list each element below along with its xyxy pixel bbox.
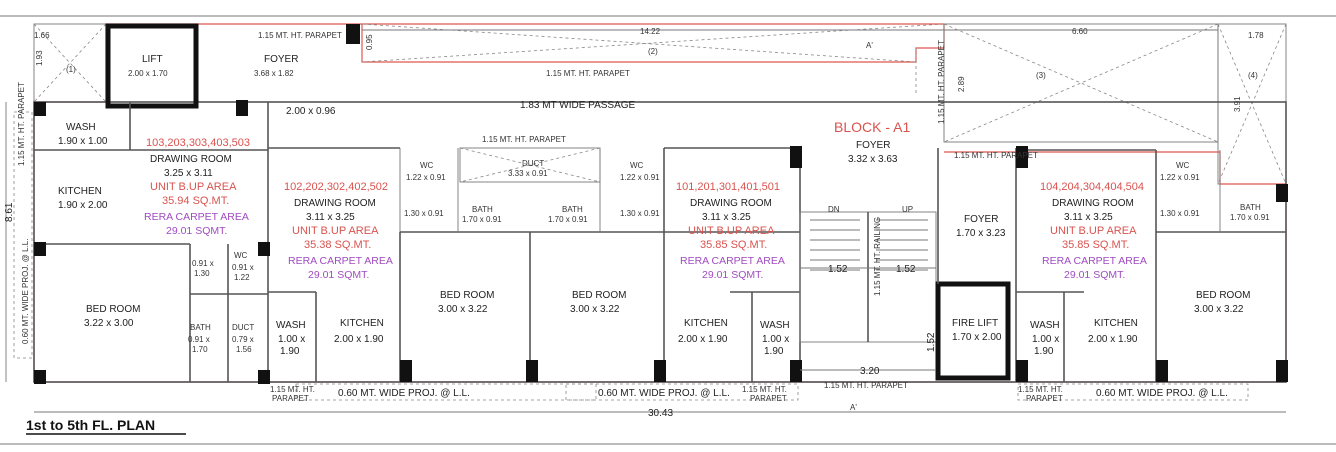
dim-095: 0.95 xyxy=(365,34,374,50)
unit-b-kitchen-size: 2.00 x 1.90 xyxy=(334,334,384,345)
unit-c-number: 101,201,301,401,501 xyxy=(676,181,780,193)
unit-b-bath-size: 1.70 x 0.91 xyxy=(462,215,502,224)
lift-label: LIFT xyxy=(142,54,163,65)
unit-a-wash: WASH xyxy=(66,122,96,133)
unit-d-drawing: DRAWING ROOM xyxy=(1052,198,1134,209)
unit-b-drawing-size: 3.11 x 3.25 xyxy=(306,212,355,223)
dim-corner-left: 1.66 xyxy=(34,31,50,40)
unit-d-bath-size: 1.70 x 0.91 xyxy=(1230,213,1270,222)
unit-c-rera-label: RERA CARPET AREA xyxy=(680,255,785,267)
unit-b-bed-size: 3.00 x 3.22 xyxy=(438,304,488,315)
unit-a-duct-size: 0.79 x xyxy=(232,335,254,344)
unit-a-duct: DUCT xyxy=(232,323,255,332)
foyer-block-label: FOYER xyxy=(856,140,891,151)
section-marker-top: A' xyxy=(866,41,873,50)
unit-c-drawing: DRAWING ROOM xyxy=(690,198,772,209)
unit-a-drawing-size: 3.25 x 3.11 xyxy=(164,168,213,179)
unit-a-number: 103,203,303,403,503 xyxy=(146,137,250,149)
lift-shaft xyxy=(108,26,196,106)
dim-stair-152c: 1.52 xyxy=(926,332,937,352)
column xyxy=(34,102,46,116)
proj-bottom-2: 0.60 MT. WIDE PROJ. @ L.L. xyxy=(598,388,730,399)
unit-a-wash-size: 1.90 x 1.00 xyxy=(58,136,108,147)
parapet-top-mid: 1.15 MT. HT. PARAPET xyxy=(546,69,630,78)
parapet-bl-1: 1.15 MT. HT. xyxy=(270,385,315,394)
column xyxy=(34,370,46,384)
unit-a-wc-size: 0.91 x xyxy=(232,263,254,272)
fire-lift-shaft xyxy=(938,284,1008,378)
unit-d-wash-size: 1.00 x xyxy=(1032,334,1060,345)
fire-lift-size: 1.70 x 2.00 xyxy=(952,332,1002,343)
dim-overall-width: 30.43 xyxy=(648,408,674,419)
unit-a-rera-label: RERA CARPET AREA xyxy=(144,211,249,223)
unit-a-bath-size2: 1.70 xyxy=(192,345,208,354)
unit-a-duct-size2: 1.56 xyxy=(236,345,252,354)
proj-left: 0.60 MT. WIDE PROJ. @ L.L. xyxy=(21,238,30,344)
parapet-br-2: PARAPET xyxy=(1026,394,1063,403)
dim-top-run: 14.22 xyxy=(640,27,661,36)
foyer-top-size: 3.68 x 1.82 xyxy=(254,69,294,78)
unit-d-rera-label: RERA CARPET AREA xyxy=(1042,255,1147,267)
dim-320: 3.20 xyxy=(860,366,880,377)
marker-1: (1) xyxy=(66,65,76,74)
unit-c-kitchen: KITCHEN xyxy=(684,318,728,329)
unit-a-bed-size: 3.22 x 3.00 xyxy=(84,318,134,329)
parapet-bm-1: 1.15 MT. HT. xyxy=(742,385,787,394)
parapet-bottom-center: 1.15 MT. HT. PARAPET xyxy=(824,381,908,390)
unit-b-wc-size: 1.22 x 0.91 xyxy=(406,173,446,182)
unit-c-bup-label: UNIT B.UP AREA xyxy=(688,225,775,237)
unit-b-kitchen: KITCHEN xyxy=(340,318,384,329)
dim-stair-152b: 1.52 xyxy=(896,264,916,275)
unit-a-bup-value: 35.94 SQ.MT. xyxy=(162,195,230,207)
unit-a-lobby-size: 0.91 x xyxy=(192,259,214,268)
unit-d-lobby-size: 1.30 x 0.91 xyxy=(1160,209,1200,218)
unit-a-bath-size: 0.91 x xyxy=(188,335,210,344)
marker-4: (4) xyxy=(1248,71,1258,80)
unit-d-bed: BED ROOM xyxy=(1196,290,1251,301)
unit-d-bed-size: 3.00 x 3.22 xyxy=(1194,304,1244,315)
unit-b-wc: WC xyxy=(420,161,434,170)
stair-railing: 1.15 MT. HT. RAILING xyxy=(873,216,882,296)
column xyxy=(1156,360,1168,382)
unit-d-drawing-size: 3.11 x 3.25 xyxy=(1064,212,1113,223)
column xyxy=(258,370,270,384)
unit-c-drawing-size: 3.11 x 3.25 xyxy=(702,212,751,223)
unit-b-rera-value: 29.01 SQMT. xyxy=(308,269,370,281)
unit-b-bup-label: UNIT B.UP AREA xyxy=(292,225,379,237)
unit-d-number: 104,204,304,404,504 xyxy=(1040,181,1144,193)
parapet-inner: 1.15 MT. HT. PARAPET xyxy=(482,135,566,144)
foyer-block-size: 3.32 x 3.63 xyxy=(848,154,898,165)
unit-c-bed-size: 3.00 x 3.22 xyxy=(570,304,620,315)
unit-c-wash: WASH xyxy=(760,320,790,331)
column xyxy=(790,146,802,168)
column xyxy=(654,360,666,382)
parapet-right-vertical: 1.15 MT. HT. PARAPET xyxy=(937,40,946,124)
unit-c-kitchen-size: 2.00 x 1.90 xyxy=(678,334,728,345)
marker-3: (3) xyxy=(1036,71,1046,80)
lift-size: 2.00 x 1.70 xyxy=(128,69,168,78)
unit-b-bath: BATH xyxy=(472,205,493,214)
duct-top-label: DUCT xyxy=(522,159,545,168)
column xyxy=(790,360,802,382)
column-top-foyer xyxy=(346,24,360,44)
unit-c-wc-size: 1.22 x 0.91 xyxy=(620,173,660,182)
unit-d-wc-size: 1.22 x 0.91 xyxy=(1160,173,1200,182)
unit-a-bup-label: UNIT B.UP AREA xyxy=(150,181,237,193)
dim-391: 3.91 xyxy=(1233,96,1242,112)
parapet-top-left: 1.15 MT. HT. PARAPET xyxy=(258,31,342,40)
column xyxy=(400,360,412,382)
dim-stair-152a: 1.52 xyxy=(828,264,848,275)
unit-d-kitchen: KITCHEN xyxy=(1094,318,1138,329)
unit-b-drawing: DRAWING ROOM xyxy=(294,198,376,209)
unit-c-bed: BED ROOM xyxy=(572,290,627,301)
unit-b-wash: WASH xyxy=(276,320,306,331)
column xyxy=(1276,360,1288,382)
unit-b-wash-size2: 1.90 xyxy=(280,346,300,357)
column xyxy=(1276,184,1288,202)
unit-d-bath: BATH xyxy=(1240,203,1261,212)
unit-c-wc: WC xyxy=(630,161,644,170)
column xyxy=(258,242,270,256)
parapet-right-inner: 1.15 MT. HT. PARAPET xyxy=(954,151,1038,160)
foyer-top-label: FOYER xyxy=(264,54,299,65)
unit-b-bup-value: 35.38 SQ.MT. xyxy=(304,239,372,251)
column xyxy=(236,100,248,116)
passage-label: 1.83 MT WIDE PASSAGE xyxy=(520,100,636,111)
section-marker-bottom: A' xyxy=(850,403,857,412)
unit-b-wash-size: 1.00 x xyxy=(278,334,306,345)
fire-lift-label: FIRE LIFT xyxy=(952,318,999,329)
unit-c-lobby-size: 1.30 x 0.91 xyxy=(620,209,660,218)
block-label: BLOCK - A1 xyxy=(834,119,911,135)
unit-c-bath-size: 1.70 x 0.91 xyxy=(548,215,588,224)
unit-a-kitchen: KITCHEN xyxy=(58,186,102,197)
unit-d-wash-size2: 1.90 xyxy=(1034,346,1054,357)
unit-a-bath: BATH xyxy=(190,323,211,332)
dim-corner-left-v: 1.93 xyxy=(35,50,44,66)
unit-d-wc: WC xyxy=(1176,161,1190,170)
proj-bottom-1: 0.60 MT. WIDE PROJ. @ L.L. xyxy=(338,388,470,399)
parapet-br-1: 1.15 MT. HT. xyxy=(1018,385,1063,394)
foyer-right-size: 1.70 x 3.23 xyxy=(956,228,1006,239)
unit-a-bed: BED ROOM xyxy=(86,304,141,315)
dim-289: 2.89 xyxy=(957,76,966,92)
unit-a-drawing: DRAWING ROOM xyxy=(150,154,232,165)
unit-d-bup-label: UNIT B.UP AREA xyxy=(1050,225,1137,237)
parapet-bl-2: PARAPET xyxy=(272,394,309,403)
unit-b-bed: BED ROOM xyxy=(440,290,495,301)
unit-c-rera-value: 29.01 SQMT. xyxy=(702,269,764,281)
column xyxy=(1016,360,1028,382)
unit-d-wash: WASH xyxy=(1030,320,1060,331)
marker-2: (2) xyxy=(648,47,658,56)
column xyxy=(34,242,46,256)
parapet-left-vertical: 1.15 MT. HT. PARAPET xyxy=(17,82,26,166)
unit-c-wash-size2: 1.90 xyxy=(764,346,784,357)
unit-a-kitchen-size: 1.90 x 2.00 xyxy=(58,200,108,211)
plan-title: 1st to 5th FL. PLAN xyxy=(26,417,156,433)
stair-dn: DN xyxy=(828,205,840,214)
column xyxy=(526,360,538,382)
unit-d-rera-value: 29.01 SQMT. xyxy=(1064,269,1126,281)
unit-c-wash-size: 1.00 x xyxy=(762,334,790,345)
unit-d-bup-value: 35.85 SQ.MT. xyxy=(1062,239,1130,251)
dim-corner-right: 1.78 xyxy=(1248,31,1264,40)
unit-a-wc-size2: 1.22 xyxy=(234,273,250,282)
parapet-bm-2: PARAPET xyxy=(750,394,787,403)
dim-overall-depth: 8.61 xyxy=(4,202,15,222)
passage-size: 2.00 x 0.96 xyxy=(286,106,336,117)
proj-bottom-3: 0.60 MT. WIDE PROJ. @ L.L. xyxy=(1096,388,1228,399)
unit-c-bup-value: 35.85 SQ.MT. xyxy=(700,239,768,251)
unit-a-rera-value: 29.01 SQMT. xyxy=(166,225,228,237)
unit-b-lobby-size: 1.30 x 0.91 xyxy=(404,209,444,218)
unit-d-kitchen-size: 2.00 x 1.90 xyxy=(1088,334,1138,345)
unit-b-number: 102,202,302,402,502 xyxy=(284,181,388,193)
unit-b-rera-label: RERA CARPET AREA xyxy=(288,255,393,267)
unit-c-bath: BATH xyxy=(562,205,583,214)
stair-up: UP xyxy=(902,205,914,214)
duct-top-size: 3.33 x 0.91 xyxy=(508,169,548,178)
unit-a-wc: WC xyxy=(234,251,248,260)
unit-a-lobby-size2: 1.30 xyxy=(194,269,210,278)
dim-top-right: 6.60 xyxy=(1072,27,1088,36)
foyer-right-label: FOYER xyxy=(964,214,999,225)
